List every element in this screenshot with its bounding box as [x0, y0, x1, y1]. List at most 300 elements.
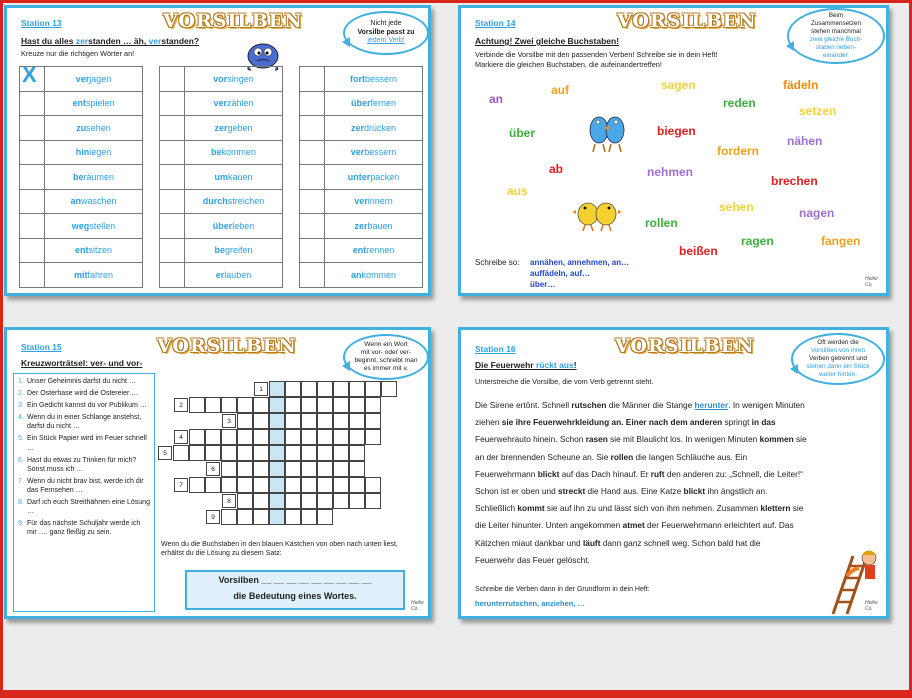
- clue-number-box: 3: [222, 414, 236, 428]
- word-table-1: [19, 62, 143, 288]
- solution-cell[interactable]: [269, 509, 285, 525]
- crossword-cell[interactable]: [285, 429, 301, 445]
- signature: Heike Co.: [865, 276, 878, 288]
- prefix: um: [214, 171, 228, 182]
- word-ragen[interactable]: ragen: [741, 234, 774, 248]
- solution-cell[interactable]: [269, 493, 285, 509]
- checkbox-cell[interactable]: [160, 67, 185, 92]
- crossword-cell[interactable]: [301, 509, 317, 525]
- clue-item: [18, 434, 150, 452]
- word-cell: [185, 263, 283, 288]
- crossword-cell[interactable]: [317, 429, 333, 445]
- story-segment: auf das Dach hinauf. Er: [559, 468, 651, 479]
- verb-word: herunter: [694, 400, 729, 410]
- crossword-cell[interactable]: [301, 413, 317, 429]
- example-text: herunterrutschen, anziehen, …: [475, 599, 586, 608]
- crossword-cell[interactable]: [189, 477, 205, 493]
- crossword-cell[interactable]: [285, 413, 301, 429]
- prefix: be: [210, 147, 222, 158]
- checkbox-cell[interactable]: [20, 263, 45, 288]
- crossword-cell[interactable]: [333, 429, 349, 445]
- word-cell: [325, 116, 423, 141]
- crossword-cell[interactable]: [205, 445, 221, 461]
- vorsilben-logo: VORSILBEN: [157, 335, 297, 357]
- word-row: [300, 116, 423, 141]
- clue-item: [18, 456, 150, 474]
- word-cell: [45, 67, 143, 92]
- story-line: [475, 397, 885, 414]
- checkbox-cell[interactable]: [20, 91, 45, 116]
- crossword-cell[interactable]: [285, 493, 301, 509]
- verb-stem: kommen: [361, 269, 397, 280]
- story-segment: die Leiter hinunter. Unten angekommen: [475, 520, 623, 531]
- story-segment: Schließlich: [475, 503, 518, 514]
- checkbox-cell[interactable]: [300, 116, 325, 141]
- crossword-cell[interactable]: [317, 477, 333, 493]
- bird-couple-icon: [585, 108, 629, 154]
- word-row: [160, 238, 283, 263]
- crossword-cell[interactable]: [189, 397, 205, 413]
- word-nehmen[interactable]: nehmen: [647, 165, 694, 179]
- story-segment: ziehen: [475, 417, 500, 428]
- word-cell: [45, 189, 143, 214]
- word-an[interactable]: an: [489, 92, 504, 106]
- verb-word: in das: [749, 417, 776, 428]
- crossword-cell[interactable]: [253, 461, 269, 477]
- word-cell: [325, 214, 423, 239]
- verb-word: ruft: [650, 468, 665, 479]
- verb-stem: fahren: [87, 269, 114, 280]
- crossword-cell[interactable]: [237, 445, 253, 461]
- crossword-cell[interactable]: [333, 445, 349, 461]
- crossword-cell[interactable]: [333, 397, 349, 413]
- story-line: [475, 535, 885, 552]
- solution-cell[interactable]: [269, 461, 285, 477]
- crossword-cell[interactable]: [237, 477, 253, 493]
- crossword-cell[interactable]: [285, 477, 301, 493]
- example-line-2: auffädeln, auf…: [530, 269, 591, 278]
- instruction-text: Verbinde die Vorsilbe mit den passenden Verben! Schreibe sie in dein Heft! Markiere die gleichen Buchstaben, die aufeinandertreffen!: [475, 50, 718, 69]
- verb-stem: bessern: [364, 147, 397, 158]
- crossword-cell[interactable]: [253, 413, 269, 429]
- word-row: [300, 165, 423, 190]
- station-16-card: [458, 327, 889, 619]
- crossword-cell[interactable]: [301, 397, 317, 413]
- verb-stem: drücken: [363, 122, 397, 133]
- story-line: [475, 552, 885, 569]
- checkbox-cell[interactable]: [300, 140, 325, 165]
- clue-number: 6.: [18, 456, 24, 464]
- checkbox-cell[interactable]: [300, 91, 325, 116]
- crossword-cell[interactable]: [333, 381, 349, 397]
- prefix: an: [350, 269, 362, 280]
- clue-text: Ein Gedicht kannst du vor Publikum …: [27, 402, 147, 410]
- checkbox-cell[interactable]: [160, 189, 185, 214]
- clue-text: Unser Geheimnis darfst du nicht …: [27, 378, 136, 385]
- station-title: Hast du alles zerstanden … äh, verstanden?: [21, 36, 200, 46]
- crossword-cell[interactable]: [365, 477, 381, 493]
- word-row: [300, 238, 423, 263]
- story-segment: springt: [724, 417, 750, 428]
- word-cell: [185, 189, 283, 214]
- word-row: [20, 214, 143, 239]
- checkbox-cell[interactable]: [300, 263, 325, 288]
- crossword-cell[interactable]: [349, 429, 365, 445]
- verb-stem: lauben: [224, 269, 252, 280]
- word-sehen[interactable]: sehen: [719, 200, 754, 214]
- clue-text: Darf ich euch Streithähnen eine Lösung …: [27, 499, 150, 516]
- crossword-cell[interactable]: [237, 461, 253, 477]
- crossword-cell[interactable]: [349, 445, 365, 461]
- word-row: [160, 91, 283, 116]
- clue-number-box: 8: [222, 494, 236, 508]
- verb-word: kommt: [517, 503, 545, 514]
- checkbox-cell[interactable]: [160, 214, 185, 239]
- crossword-cell[interactable]: [237, 413, 253, 429]
- station-14-card: [458, 5, 889, 296]
- solution-box[interactable]: Vorsilben __ __ __ __ __ __ __ __ __ die Bedeutung eines Wortes.: [185, 570, 405, 610]
- verb-stem: sitzen: [88, 245, 112, 256]
- instruction-text: Kreuze nur die richtigen Wörter an!: [21, 49, 135, 58]
- hint-bubble: Beim Zusammensetzen stehen manchmal zwei gleiche Buch- staben neben- einander.: [787, 8, 885, 64]
- crossword-cell[interactable]: [317, 445, 333, 461]
- story-line: [475, 466, 885, 483]
- crossword-cell[interactable]: [285, 397, 301, 413]
- word-über[interactable]: über: [509, 126, 536, 140]
- crossword-cell[interactable]: [349, 381, 365, 397]
- story-line: [475, 500, 885, 517]
- crossword-cell[interactable]: [365, 413, 381, 429]
- crossword-cell[interactable]: [365, 381, 381, 397]
- verb-stem: waschen: [80, 196, 117, 207]
- word-row: [20, 140, 143, 165]
- crossword-cell[interactable]: [333, 461, 349, 477]
- verb-word: rasen: [585, 434, 608, 445]
- story-segment: . In wenigen Minuten: [728, 400, 805, 410]
- verb-word: streckt: [558, 486, 586, 497]
- word-rollen[interactable]: rollen: [645, 216, 678, 230]
- solution-cell[interactable]: [269, 397, 285, 413]
- story-line: [475, 449, 885, 466]
- clue-item: [18, 389, 150, 398]
- prefix: über: [350, 98, 371, 109]
- checkbox-cell[interactable]: [160, 165, 185, 190]
- word-table-3: [299, 66, 423, 288]
- checkbox-cell[interactable]: [20, 116, 45, 141]
- word-fädeln[interactable]: fädeln: [783, 78, 819, 92]
- word-cell: [185, 214, 283, 239]
- crossword-cell[interactable]: [189, 429, 205, 445]
- crossword-cell[interactable]: [317, 397, 333, 413]
- word-cell: [45, 116, 143, 141]
- word-row: [160, 165, 283, 190]
- word-cell: [185, 116, 283, 141]
- hint-bubble: Oft werden die Vorsilben von ihren Verben getrennt und stehen dann ein Stück weiter hinten.: [791, 333, 885, 385]
- hint-bubble: Wenn ein Wort mit vor- oder ver- beginnt, schreibt man es immer mit v.: [343, 334, 429, 380]
- crossword-cell[interactable]: [253, 509, 269, 525]
- checkbox-cell[interactable]: [160, 116, 185, 141]
- word-aus[interactable]: aus: [507, 184, 528, 198]
- crossword-cell[interactable]: [317, 381, 333, 397]
- word-row: [160, 189, 283, 214]
- crossword-cell[interactable]: [349, 493, 365, 509]
- crossword-cell[interactable]: [221, 461, 237, 477]
- word-row: [300, 91, 423, 116]
- crossword-cell[interactable]: [221, 397, 237, 413]
- crossword-cell[interactable]: [365, 493, 381, 509]
- story-segment: ihn ängstlich an.: [705, 486, 768, 497]
- crossword-cell[interactable]: [333, 493, 349, 509]
- word-setzen[interactable]: setzen: [799, 104, 837, 118]
- verb-stem: sehen: [86, 122, 111, 133]
- crossword-cell[interactable]: [381, 381, 397, 397]
- word-row: [20, 238, 143, 263]
- crossword-cell[interactable]: [237, 509, 253, 525]
- crossword-cell[interactable]: [253, 429, 269, 445]
- clue-item: [18, 498, 150, 516]
- word-row: [300, 67, 423, 92]
- prefix: über: [212, 220, 233, 231]
- word-row: [160, 214, 283, 239]
- clue-number: 7.: [18, 477, 24, 485]
- verb-stem: geben: [227, 122, 253, 133]
- prefix: ent: [352, 245, 367, 256]
- crossword-cell[interactable]: [285, 445, 301, 461]
- word-cell: [185, 67, 283, 92]
- crossword-cell[interactable]: [301, 429, 317, 445]
- word-nagen[interactable]: nagen: [799, 206, 835, 220]
- station-label: Station 14: [475, 18, 516, 28]
- checkbox-cell[interactable]: [160, 238, 185, 263]
- crossword-cell[interactable]: [317, 509, 333, 525]
- crossword-cell[interactable]: [301, 461, 317, 477]
- clue-list: [13, 373, 155, 612]
- vorsilben-logo: VORSILBEN: [163, 10, 303, 32]
- story-segment: sie: [793, 434, 807, 445]
- checkbox-cell[interactable]: [160, 91, 185, 116]
- story-segment: die Männer die Stange: [606, 400, 695, 410]
- word-row: [300, 140, 423, 165]
- prefix: ver: [350, 147, 365, 158]
- story-segment: Kätzchen miaut dankbar und: [475, 537, 583, 548]
- crossword-cell[interactable]: [205, 477, 221, 493]
- clue-number-box: 6: [206, 462, 220, 476]
- word-auf[interactable]: auf: [551, 83, 569, 97]
- checkbox-cell[interactable]: [300, 189, 325, 214]
- word-beißen[interactable]: beißen: [679, 244, 718, 258]
- story-segment: sie mit Blaulicht los. In wenigen Minuten: [607, 434, 760, 445]
- clue-item: [18, 519, 150, 537]
- crossword-cell[interactable]: [253, 397, 269, 413]
- word-reden[interactable]: reden: [723, 96, 756, 110]
- crossword-cell[interactable]: [301, 493, 317, 509]
- verb-word: sie ihre Feuerwehrkleidung an. Einer nach dem anderen: [499, 417, 725, 428]
- word-cell: [325, 165, 423, 190]
- word-table-2: [159, 66, 283, 288]
- word-nähen[interactable]: nähen: [787, 134, 823, 148]
- word-row: [20, 116, 143, 141]
- prefix: fort: [349, 73, 365, 84]
- prefix: be: [214, 245, 225, 256]
- word-row: [20, 165, 143, 190]
- checkbox-cell[interactable]: [20, 238, 45, 263]
- story-segment: Die Sirene ertönt. Schnell: [475, 400, 572, 410]
- crossword-cell[interactable]: [333, 477, 349, 493]
- checkbox-cell[interactable]: [300, 238, 325, 263]
- verb-word: blickt: [683, 486, 706, 497]
- word-row: [160, 263, 283, 288]
- checkbox-cell[interactable]: [300, 165, 325, 190]
- story-line: [475, 517, 885, 534]
- checkbox-cell[interactable]: [20, 140, 45, 165]
- crossword-cell[interactable]: [349, 477, 365, 493]
- crossword-cell[interactable]: [365, 397, 381, 413]
- clue-number: 5.: [18, 435, 24, 443]
- verb-stem: greifen: [224, 245, 253, 256]
- clue-number: 3.: [18, 402, 24, 410]
- crossword-cell[interactable]: [237, 493, 253, 509]
- crossword-cell[interactable]: [349, 397, 365, 413]
- story-segment: Schon ist er oben und: [475, 486, 559, 497]
- crossword-cell[interactable]: [317, 461, 333, 477]
- verb-word: atmet: [622, 520, 645, 531]
- crossword-cell[interactable]: [221, 429, 237, 445]
- word-brechen[interactable]: brechen: [771, 174, 818, 188]
- checkbox-cell[interactable]: [20, 67, 45, 92]
- story-segment: der Feuerwehrmann erleichtert auf. Das: [644, 520, 794, 531]
- checkbox-cell[interactable]: [20, 214, 45, 239]
- verb-word: rollen: [610, 451, 634, 462]
- word-fordern[interactable]: fordern: [717, 144, 759, 158]
- crossword-cell[interactable]: [237, 429, 253, 445]
- prefix: ent: [74, 245, 89, 256]
- verb-stem: zählen: [226, 98, 254, 109]
- verb-stem: iegen: [89, 147, 112, 158]
- clue-number: 8.: [18, 499, 24, 507]
- verb-stem: singen: [227, 73, 254, 84]
- verb-stem: streichen: [227, 196, 265, 207]
- word-cell: [185, 165, 283, 190]
- station-title: Kreuzworträtsel: ver- und vor-: [21, 358, 143, 368]
- story-segment: die langen Schläuche aus. Ein: [633, 451, 748, 462]
- crossword-cell[interactable]: [221, 477, 237, 493]
- solution-cell[interactable]: [269, 413, 285, 429]
- station-label: Station 15: [21, 342, 62, 352]
- prefix: hin: [75, 147, 90, 158]
- example-line-1: annähen, annehmen, an…: [530, 258, 630, 267]
- story-segment: Feuerwehrmann: [475, 468, 538, 479]
- clue-number-box: 9: [206, 510, 220, 524]
- solution-cell[interactable]: [269, 445, 285, 461]
- crossword-cell[interactable]: [285, 461, 301, 477]
- verb-word: läuft: [582, 537, 601, 548]
- word-biegen[interactable]: biegen: [657, 124, 696, 138]
- crossword-cell[interactable]: [205, 429, 221, 445]
- example-line-3: über…: [530, 280, 556, 289]
- clue-text: Wenn du in einer Schlange anstehst, darfst du nicht …: [27, 414, 142, 431]
- clue-text: Wenn du nicht brav bist, werde ich dir das Fernsehen …: [27, 477, 144, 494]
- story-segment: Feuerwehrauto hinein. Schon: [475, 434, 586, 445]
- vorsilben-logo: VORSILBEN: [615, 335, 755, 357]
- word-row: [20, 189, 143, 214]
- checkbox-cell[interactable]: [300, 214, 325, 239]
- crossword-cell[interactable]: [253, 477, 269, 493]
- clue-number-box: 1: [254, 382, 268, 396]
- crossword-cell[interactable]: [333, 413, 349, 429]
- crossword-cell[interactable]: [253, 493, 269, 509]
- verb-stem: bauen: [367, 220, 393, 231]
- story-line: [475, 431, 885, 448]
- crossword-cell[interactable]: [221, 445, 237, 461]
- solution-cell[interactable]: [269, 477, 285, 493]
- story-segment: den anderen zu: „Schnell, die Leiter!“: [664, 468, 803, 479]
- station-13-card: [4, 5, 431, 296]
- verb-stem: kauen: [227, 171, 253, 182]
- crossword-cell[interactable]: [301, 477, 317, 493]
- clue-item: [18, 377, 150, 386]
- write-instruction: Schreibe die Verben dann in der Grundform in dein Heft:: [475, 586, 650, 593]
- verb-stem: leben: [232, 220, 255, 231]
- verb-stem: spielen: [85, 98, 115, 109]
- story-segment: die Hand aus. Eine Katze: [585, 486, 684, 497]
- prefix: ver: [75, 73, 90, 84]
- word-cell: [325, 67, 423, 92]
- crossword-cell[interactable]: [221, 509, 237, 525]
- word-row: [20, 263, 143, 288]
- word-ab[interactable]: ab: [549, 162, 564, 176]
- checkbox-cell[interactable]: [160, 140, 185, 165]
- crossword-cell[interactable]: [317, 493, 333, 509]
- solution-cell[interactable]: [269, 381, 285, 397]
- story-segment: an der brennenden Scheune an. Sie: [475, 451, 611, 462]
- crossword-cell[interactable]: [349, 413, 365, 429]
- station-15-card: [4, 327, 431, 619]
- word-cell: [45, 238, 143, 263]
- crossword-cell[interactable]: [253, 445, 269, 461]
- crossword-cell[interactable]: [365, 429, 381, 445]
- clue-item: [18, 477, 150, 495]
- word-fangen[interactable]: fangen: [821, 234, 861, 248]
- word-cell: [185, 238, 283, 263]
- verb-stem: rennen: [366, 245, 395, 256]
- solution-cell[interactable]: [269, 429, 285, 445]
- word-sagen[interactable]: sagen: [661, 78, 696, 92]
- crossword-cell[interactable]: [317, 413, 333, 429]
- checkbox-cell[interactable]: [20, 165, 45, 190]
- crossword-cell[interactable]: [237, 397, 253, 413]
- word-row: [300, 263, 423, 288]
- verb-stem: innern: [367, 196, 393, 207]
- checkbox-cell[interactable]: [160, 263, 185, 288]
- crossword-cell[interactable]: [189, 445, 205, 461]
- clue-text: Der Osterhase wird die Ostereier …: [27, 390, 139, 398]
- crossword-cell[interactable]: [173, 445, 189, 461]
- clue-number: 9.: [18, 520, 24, 528]
- clue-number: 1.: [18, 378, 24, 385]
- prefix: er: [215, 269, 225, 280]
- checkbox-cell[interactable]: [20, 189, 45, 214]
- crossword-cell[interactable]: [301, 445, 317, 461]
- crossword-cell[interactable]: [205, 397, 221, 413]
- word-cell: [325, 91, 423, 116]
- check-mark[interactable]: X: [22, 62, 37, 87]
- crossword-cell[interactable]: [349, 461, 365, 477]
- word-row: [300, 189, 423, 214]
- crossword-cell[interactable]: [301, 381, 317, 397]
- crossword-cell[interactable]: [285, 381, 301, 397]
- checkbox-cell[interactable]: [300, 67, 325, 92]
- crossword-cell[interactable]: [285, 509, 301, 525]
